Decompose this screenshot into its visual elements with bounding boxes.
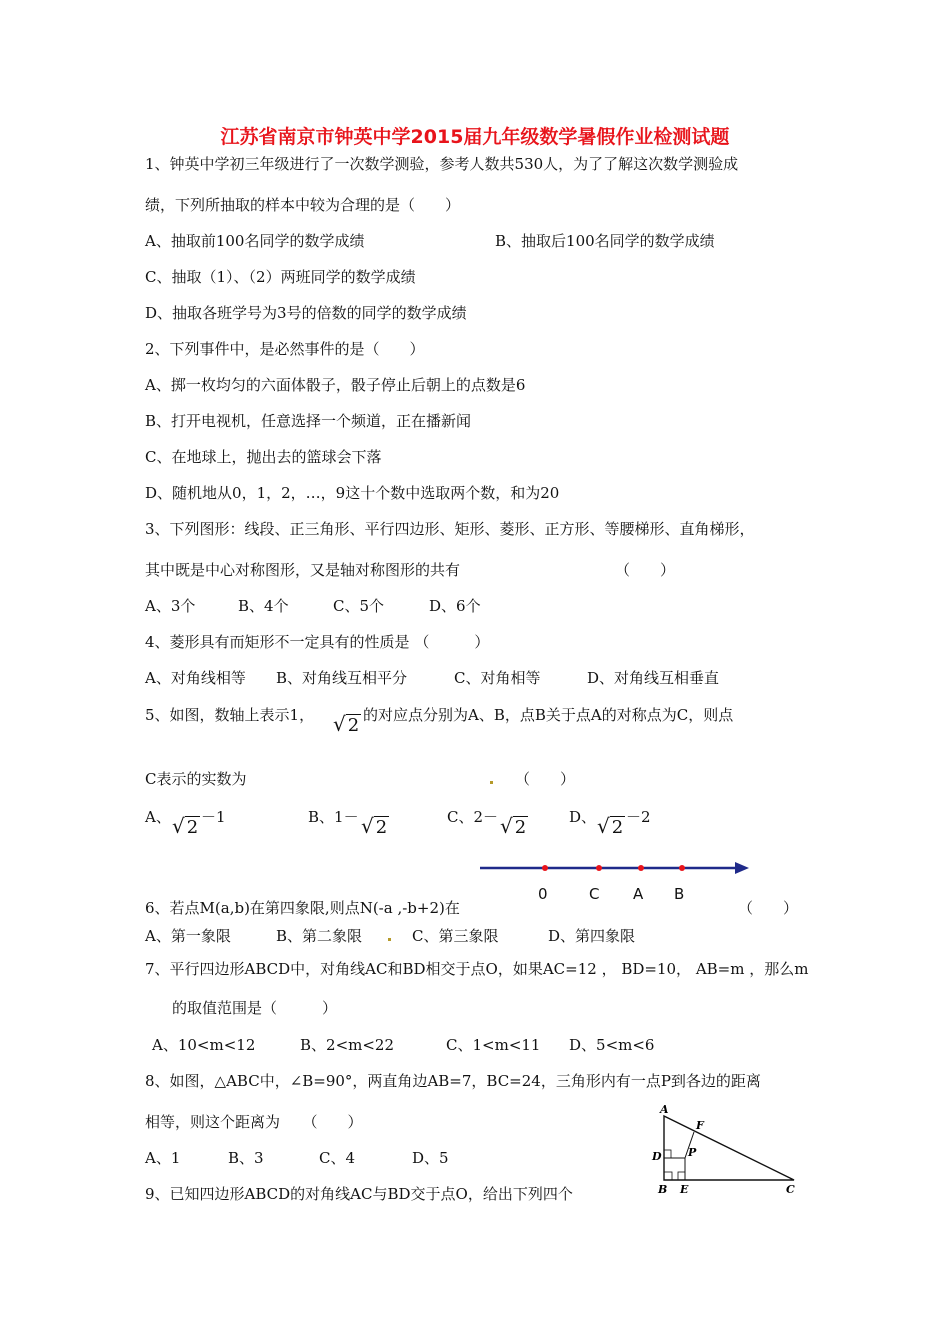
right-angle-mark-b [664,1172,672,1180]
q1-option-a: A、抽取前100名同学的数学成绩 [145,232,365,250]
q8-option-b: B、3 [228,1149,264,1167]
number-line-label-0: 0 [538,885,548,903]
q3-answer-paren: （ ） [615,561,676,579]
q2-option-d: D、随机地从0，1，2，…，9这十个数中选取两个数，和为20 [145,484,560,502]
q5-option-d-sqrt: √ 2 [597,814,624,838]
fig-label-a: A [660,1103,669,1116]
fig-label-b: B [658,1183,668,1196]
q2-stem: 2、下列事件中，是必然事件的是（ ） [145,340,425,358]
q5-option-a-prefix: A、 [145,808,171,826]
sqrt-two-symbol: √ 2 [333,712,360,736]
q2-option-b: B、打开电视机，任意选择一个频道，正在播新闻 [145,412,472,430]
fig-label-e: E [680,1183,689,1196]
stray-dot [490,781,493,784]
q1-stem-line1: 1、钟英中学初三年级进行了一次数学测验，参考人数共530人，为了了解这次数学测验成 [145,155,739,173]
q4-stem: 4、菱形具有而矩形不一定具有的性质是 （ ） [145,633,490,651]
triangle-abc [664,1116,794,1180]
q4-option-d: D、对角线互相垂直 [587,669,720,687]
q4-option-a: A、对角线相等 [145,669,246,687]
q7-option-c: C、1<m<11 [446,1036,541,1054]
q3-option-a: A、3个 [145,597,196,615]
q5-option-c-prefix: C、2－ [447,808,499,826]
q5-stem-part1: 5、如图，数轴上表示1， [145,706,315,724]
number-line-label-a: A [633,885,644,903]
right-angle-mark-d [664,1150,671,1158]
q7-option-a: A、10<m<12 [152,1036,256,1054]
q4-option-b: B、对角线互相平分 [276,669,408,687]
number-line-arrow [735,862,749,874]
q2-option-a: A、掷一枚均匀的六面体骰子，骰子停止后朝上的点数是6 [145,376,526,394]
q6-option-c: C、第三象限 [412,927,499,945]
fig-label-p: P [688,1146,697,1159]
page-title: 江苏省南京市钟英中学2015届九年级数学暑假作业检测试题 [220,126,730,148]
point-b [679,865,685,871]
q5-stem-line2: C表示的实数为 [145,770,247,788]
q3-stem-line1: 3、下列图形：线段、正三角形、平行四边形、矩形、菱形、正方形、等腰梯形、直角梯形， [145,520,755,538]
q7-option-d: D、5<m<6 [569,1036,655,1054]
q7-stem-line2: 的取值范围是（ ） [172,999,338,1017]
point-c [596,865,602,871]
q6-option-a: A、第一象限 [145,927,231,945]
q5-option-c-sqrt: √ 2 [500,814,527,838]
stray-dot [388,938,391,941]
q3-option-d: D、6个 [429,597,481,615]
q5-option-b-sqrt: √ 2 [361,814,388,838]
point-a [638,865,644,871]
number-line-label-c: C [589,885,600,903]
q1-option-b: B、抽取后100名同学的数学成绩 [495,232,715,250]
q1-stem-line2: 绩，下列所抽取的样本中较为合理的是（ ） [145,196,461,214]
q1-option-c: C、抽取（1）、（2）两班同学的数学成绩 [145,268,416,286]
q8-option-a: A、1 [145,1149,181,1167]
number-line-label-b: B [674,885,685,903]
q7-stem-line1: 7、平行四边形ABCD中，对角线AC和BD相交于点O，如果AC=12 ， BD=10， AB=m ，那么m [145,960,809,978]
q5-answer-paren: （ ） [515,770,576,788]
q5-option-a-sqrt: √ 2 [172,814,199,838]
q8-option-c: C、4 [319,1149,356,1167]
q5-stem-part2: 的对应点分别为A、B，点B关于点A的对称点为C，则点 [363,706,734,724]
q8-option-d: D、5 [412,1149,449,1167]
q6-answer-paren: （ ） [738,899,799,917]
q4-option-c: C、对角相等 [454,669,541,687]
q9-stem: 9、已知四边形ABCD的对角线AC与BD交于点O，给出下列四个 [145,1185,573,1203]
q6-option-d: D、第四象限 [548,927,636,945]
q5-option-d-suffix: －2 [626,808,651,826]
q8-stem-line1: 8、如图，△ABC中，∠B=90°，两直角边AB=7，BC=24，三角形内有一点P到各边的距离 [145,1072,761,1090]
fig-label-c: C [786,1183,795,1196]
q2-option-c: C、在地球上，抛出去的篮球会下落 [145,448,382,466]
right-angle-mark-e [678,1172,685,1180]
q3-stem-line2: 其中既是中心对称图形，又是轴对称图形的共有 [145,561,461,579]
fig-label-f: F [696,1119,704,1132]
q5-option-b-prefix: B、1－ [308,808,359,826]
number-line-figure [475,858,755,880]
q3-option-c: C、5个 [333,597,385,615]
q7-option-b: B、2<m<22 [300,1036,395,1054]
q1-option-d: D、抽取各班学号为3号的倍数的同学的数学成绩 [145,304,467,322]
q5-option-a-suffix: －1 [201,808,226,826]
right-triangle-figure [650,1100,800,1200]
q6-stem: 6、若点M(a,b)在第四象限,则点N(-a ,-b+2)在 [145,899,460,917]
q8-stem-line2: 相等，则这个距离为 （ ） [145,1113,363,1131]
q6-option-b: B、第二象限 [276,927,363,945]
q3-option-b: B、4个 [238,597,289,615]
q5-option-d-prefix: D、 [569,808,597,826]
fig-label-d: D [652,1150,662,1163]
point-0 [542,865,548,871]
